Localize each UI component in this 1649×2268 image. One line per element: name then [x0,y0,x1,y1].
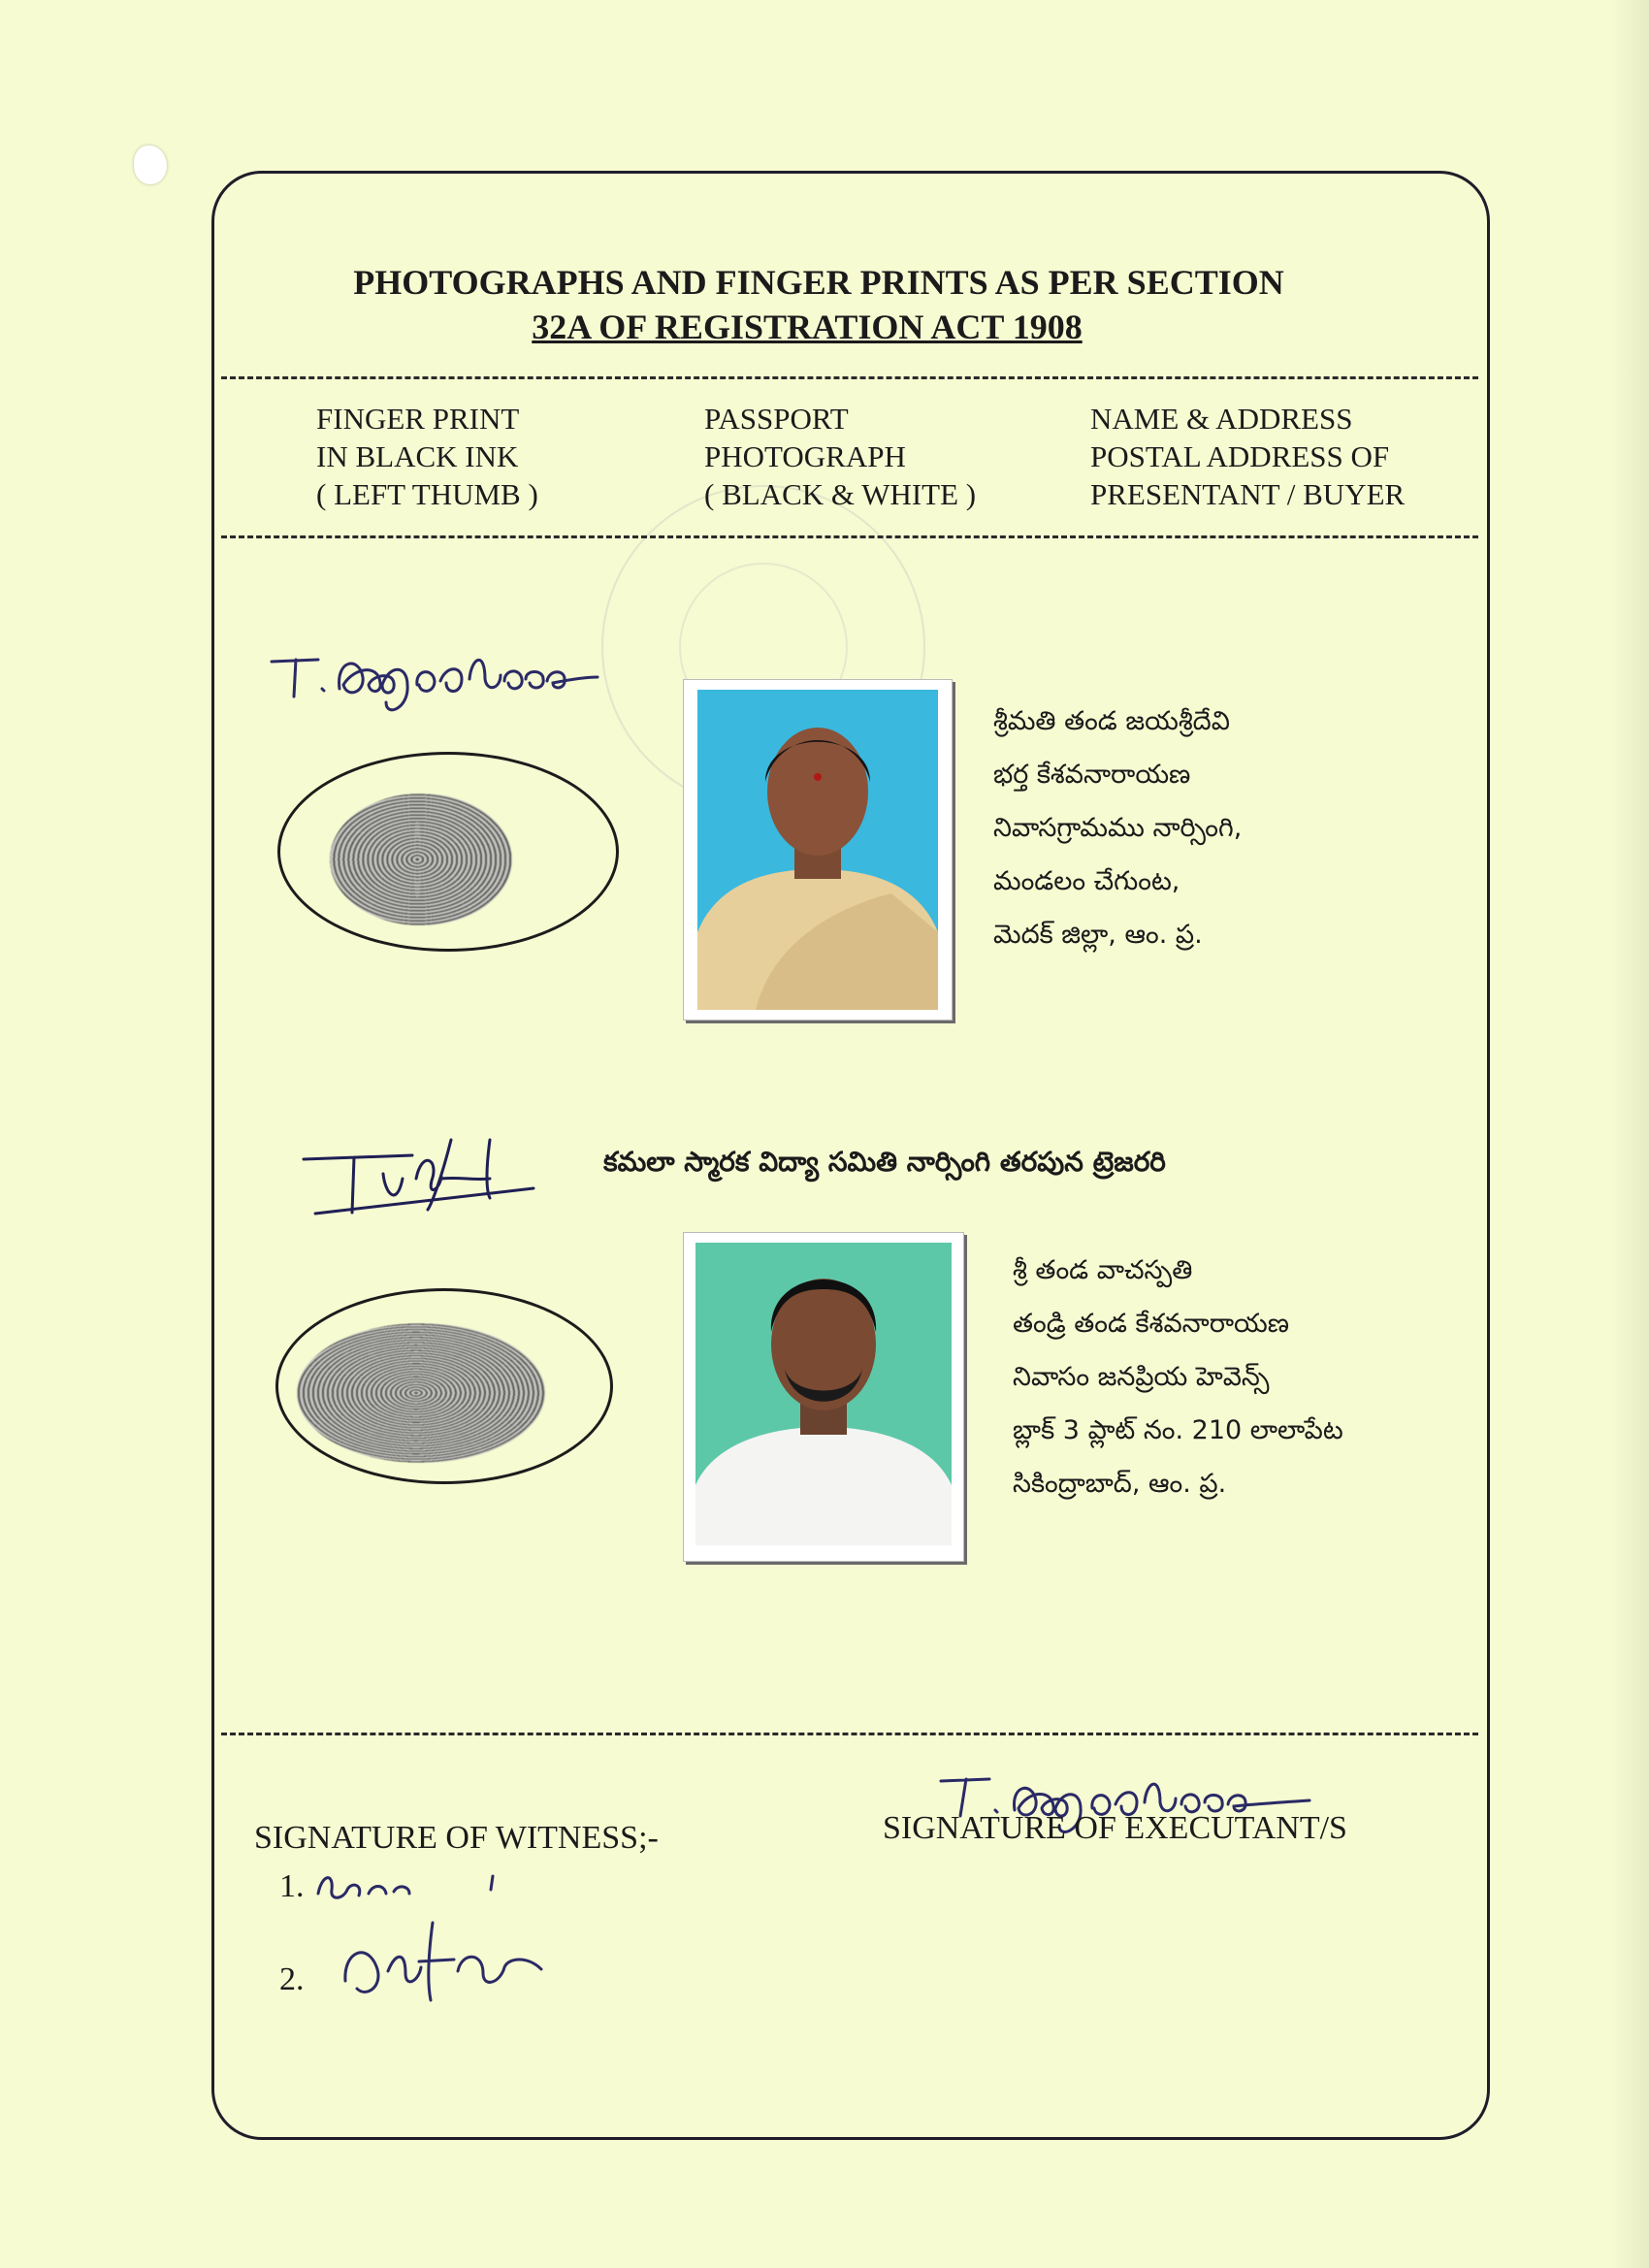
form-title-line1: PHOTOGRAPHS AND FINGER PRINTS AS PER SECTION [353,263,1284,302]
person2-passport-photo [683,1232,964,1562]
witness-1-number: 1. [279,1868,305,1904]
witness-2-number: 2. [279,1961,305,1997]
person2-left-thumb-print [297,1323,545,1463]
executant-signature-label: SIGNATURE OF EXECUTANT/S [883,1810,1347,1846]
divider-header-bottom [221,535,1478,538]
form-title-line2: 32A OF REGISTRATION ACT 1908 [532,308,1083,346]
person1-signature-image [262,621,650,728]
person2-name-address: శ్రీ తండ వాచస్పతి తండ్రి తండ కేశవనారాయణ నివాసం జనప్రియ హెవెన్స్ బ్లాక్ 3 ప్లాట్ నం. 210 లాలాపేట సికింద్రాబాద్, ఆం. ప్ర. [1013,1255,1343,1499]
column-header-finger-print: FINGER PRINT IN BLACK INK ( LEFT THUMB ) [316,402,538,511]
witness-signature-label: SIGNATURE OF WITNESS;- [254,1820,659,1856]
person2-signature-image [296,1120,548,1227]
column-header-name-address: NAME & ADDRESS POSTAL ADDRESS OF PRESENTANT / BUYER [1090,402,1406,511]
divider-footer [221,1733,1478,1735]
person1-passport-photo [683,679,953,1021]
divider-top [221,376,1478,379]
witness-1-signature-image [308,1855,512,1913]
column-header-passport-photo: PASSPORT PHOTOGRAPH ( BLACK & WHITE ) [704,402,977,511]
punch-hole [134,146,167,184]
witness-2-signature-image [338,1913,561,2010]
person1-name-address: శ్రీమతి తండ జయశ్రీదేవి భర్త కేశవనారాయణ నివాసగ్రామము నార్సింగి, మండలం చేగుంట, మెదక్ జిల్లా, ఆం. ప్ర. [993,706,1243,950]
person1-left-thumb-print [330,794,512,925]
person1-portrait-icon [697,690,938,1010]
person2-portrait-icon [695,1243,952,1545]
person2-role: కమలా స్మారక విద్యా సమితి నార్సింగి తరపున ట్రెజరరి [603,1146,1166,1178]
